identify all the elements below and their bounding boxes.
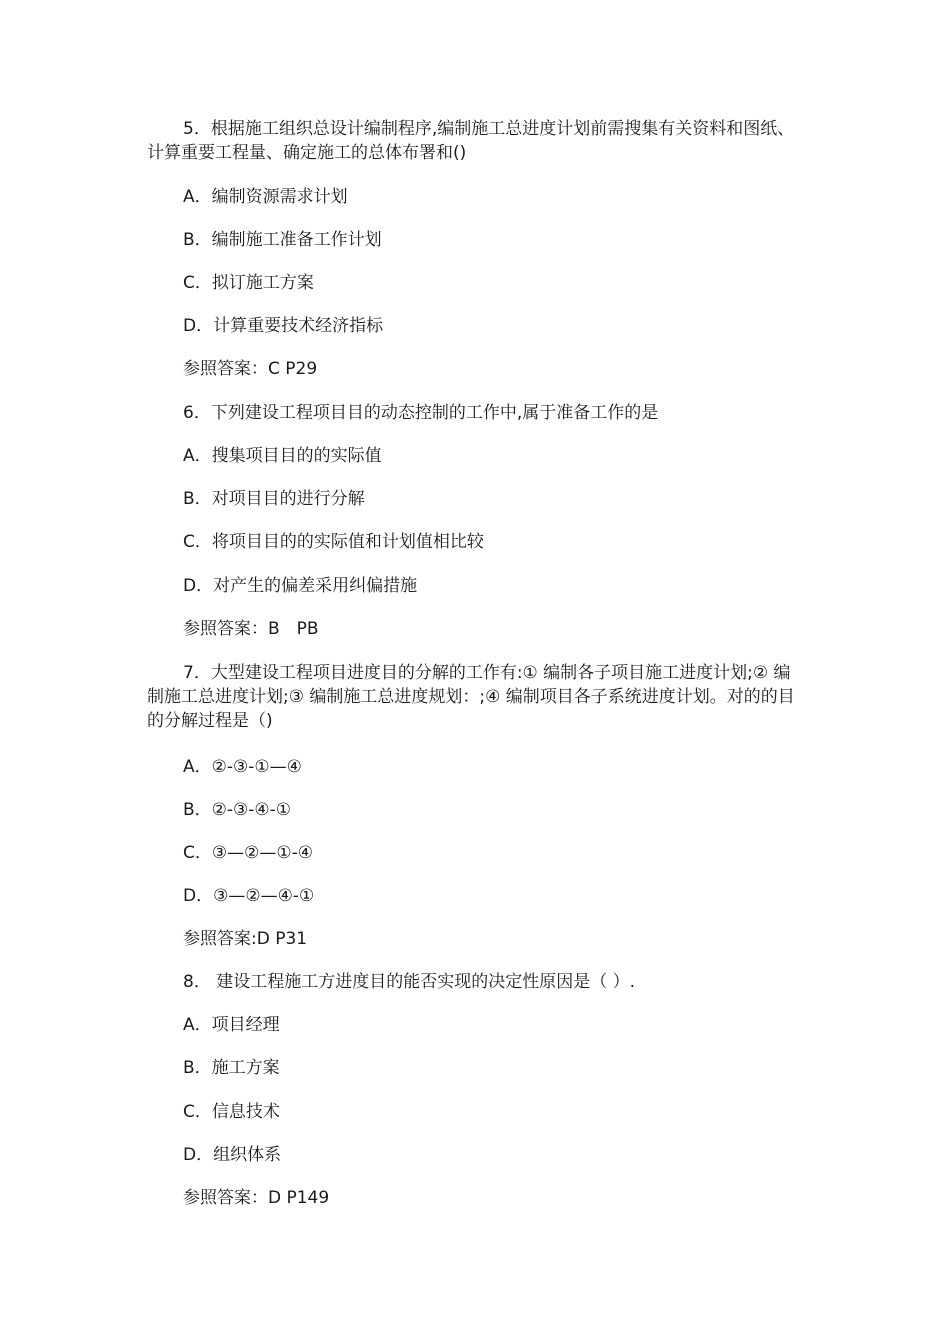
question-6-option-d: D．对产生的偏差采用纠偏措施: [183, 576, 418, 596]
question-8-option-c: C．信息技术: [183, 1102, 280, 1122]
question-8-option-a: A．项目经理: [183, 1015, 280, 1035]
question-5-option-c: C．拟订施工方案: [183, 273, 314, 293]
question-7-answer: 参照答案:D P31: [183, 929, 308, 949]
question-5-option-a: A．编制资源需求计划: [183, 187, 348, 207]
question-7-option-a: A．②-③-①—④: [183, 757, 302, 777]
question-6-option-c: C．将项目目的的实际值和计划值相比较: [183, 532, 484, 552]
question-8-answer: 参照答案：D P149: [183, 1188, 330, 1208]
question-7-option-d: D．③—②—④-①: [183, 886, 315, 906]
question-8-option-d: D．组织体系: [183, 1145, 282, 1165]
question-6-stem: 6．下列建设工程项目目的动态控制的工作中,属于准备工作的是: [183, 403, 659, 423]
question-7-option-b: B．②-③-④-①: [183, 800, 292, 820]
question-5-stem: 5．根据施工组织总设计编制程序,编制施工总进度计划前需搜集有关资料和图纸、计算重要工程量、确定施工的总体布署和(): [147, 119, 795, 163]
question-7-option-c: C．③—②—①-④: [183, 843, 313, 863]
question-7-stem: 7．大型建设工程项目进度目的分解的工作有:① 编制各子项目施工进度计划;② 编制施工总进度计划;③ 编制施工总进度规划：;④ 编制项目各子系统进度计划。对的的目的分解过程是（): [147, 663, 795, 731]
question-6-answer: 参照答案：B PB: [183, 619, 319, 639]
question-8-option-b: B．施工方案: [183, 1058, 280, 1078]
question-5-option-b: B．编制施工准备工作计划: [183, 230, 382, 250]
question-5-option-d: D．计算重要技术经济指标: [183, 316, 384, 336]
question-5-answer: 参照答案：C P29: [183, 359, 318, 379]
question-6-option-b: B．对项目目的进行分解: [183, 489, 365, 509]
question-8-stem: 8． 建设工程施工方进度目的能否实现的决定性原因是（ ）.: [183, 972, 636, 992]
question-6-option-a: A．搜集项目目的的实际值: [183, 446, 382, 466]
